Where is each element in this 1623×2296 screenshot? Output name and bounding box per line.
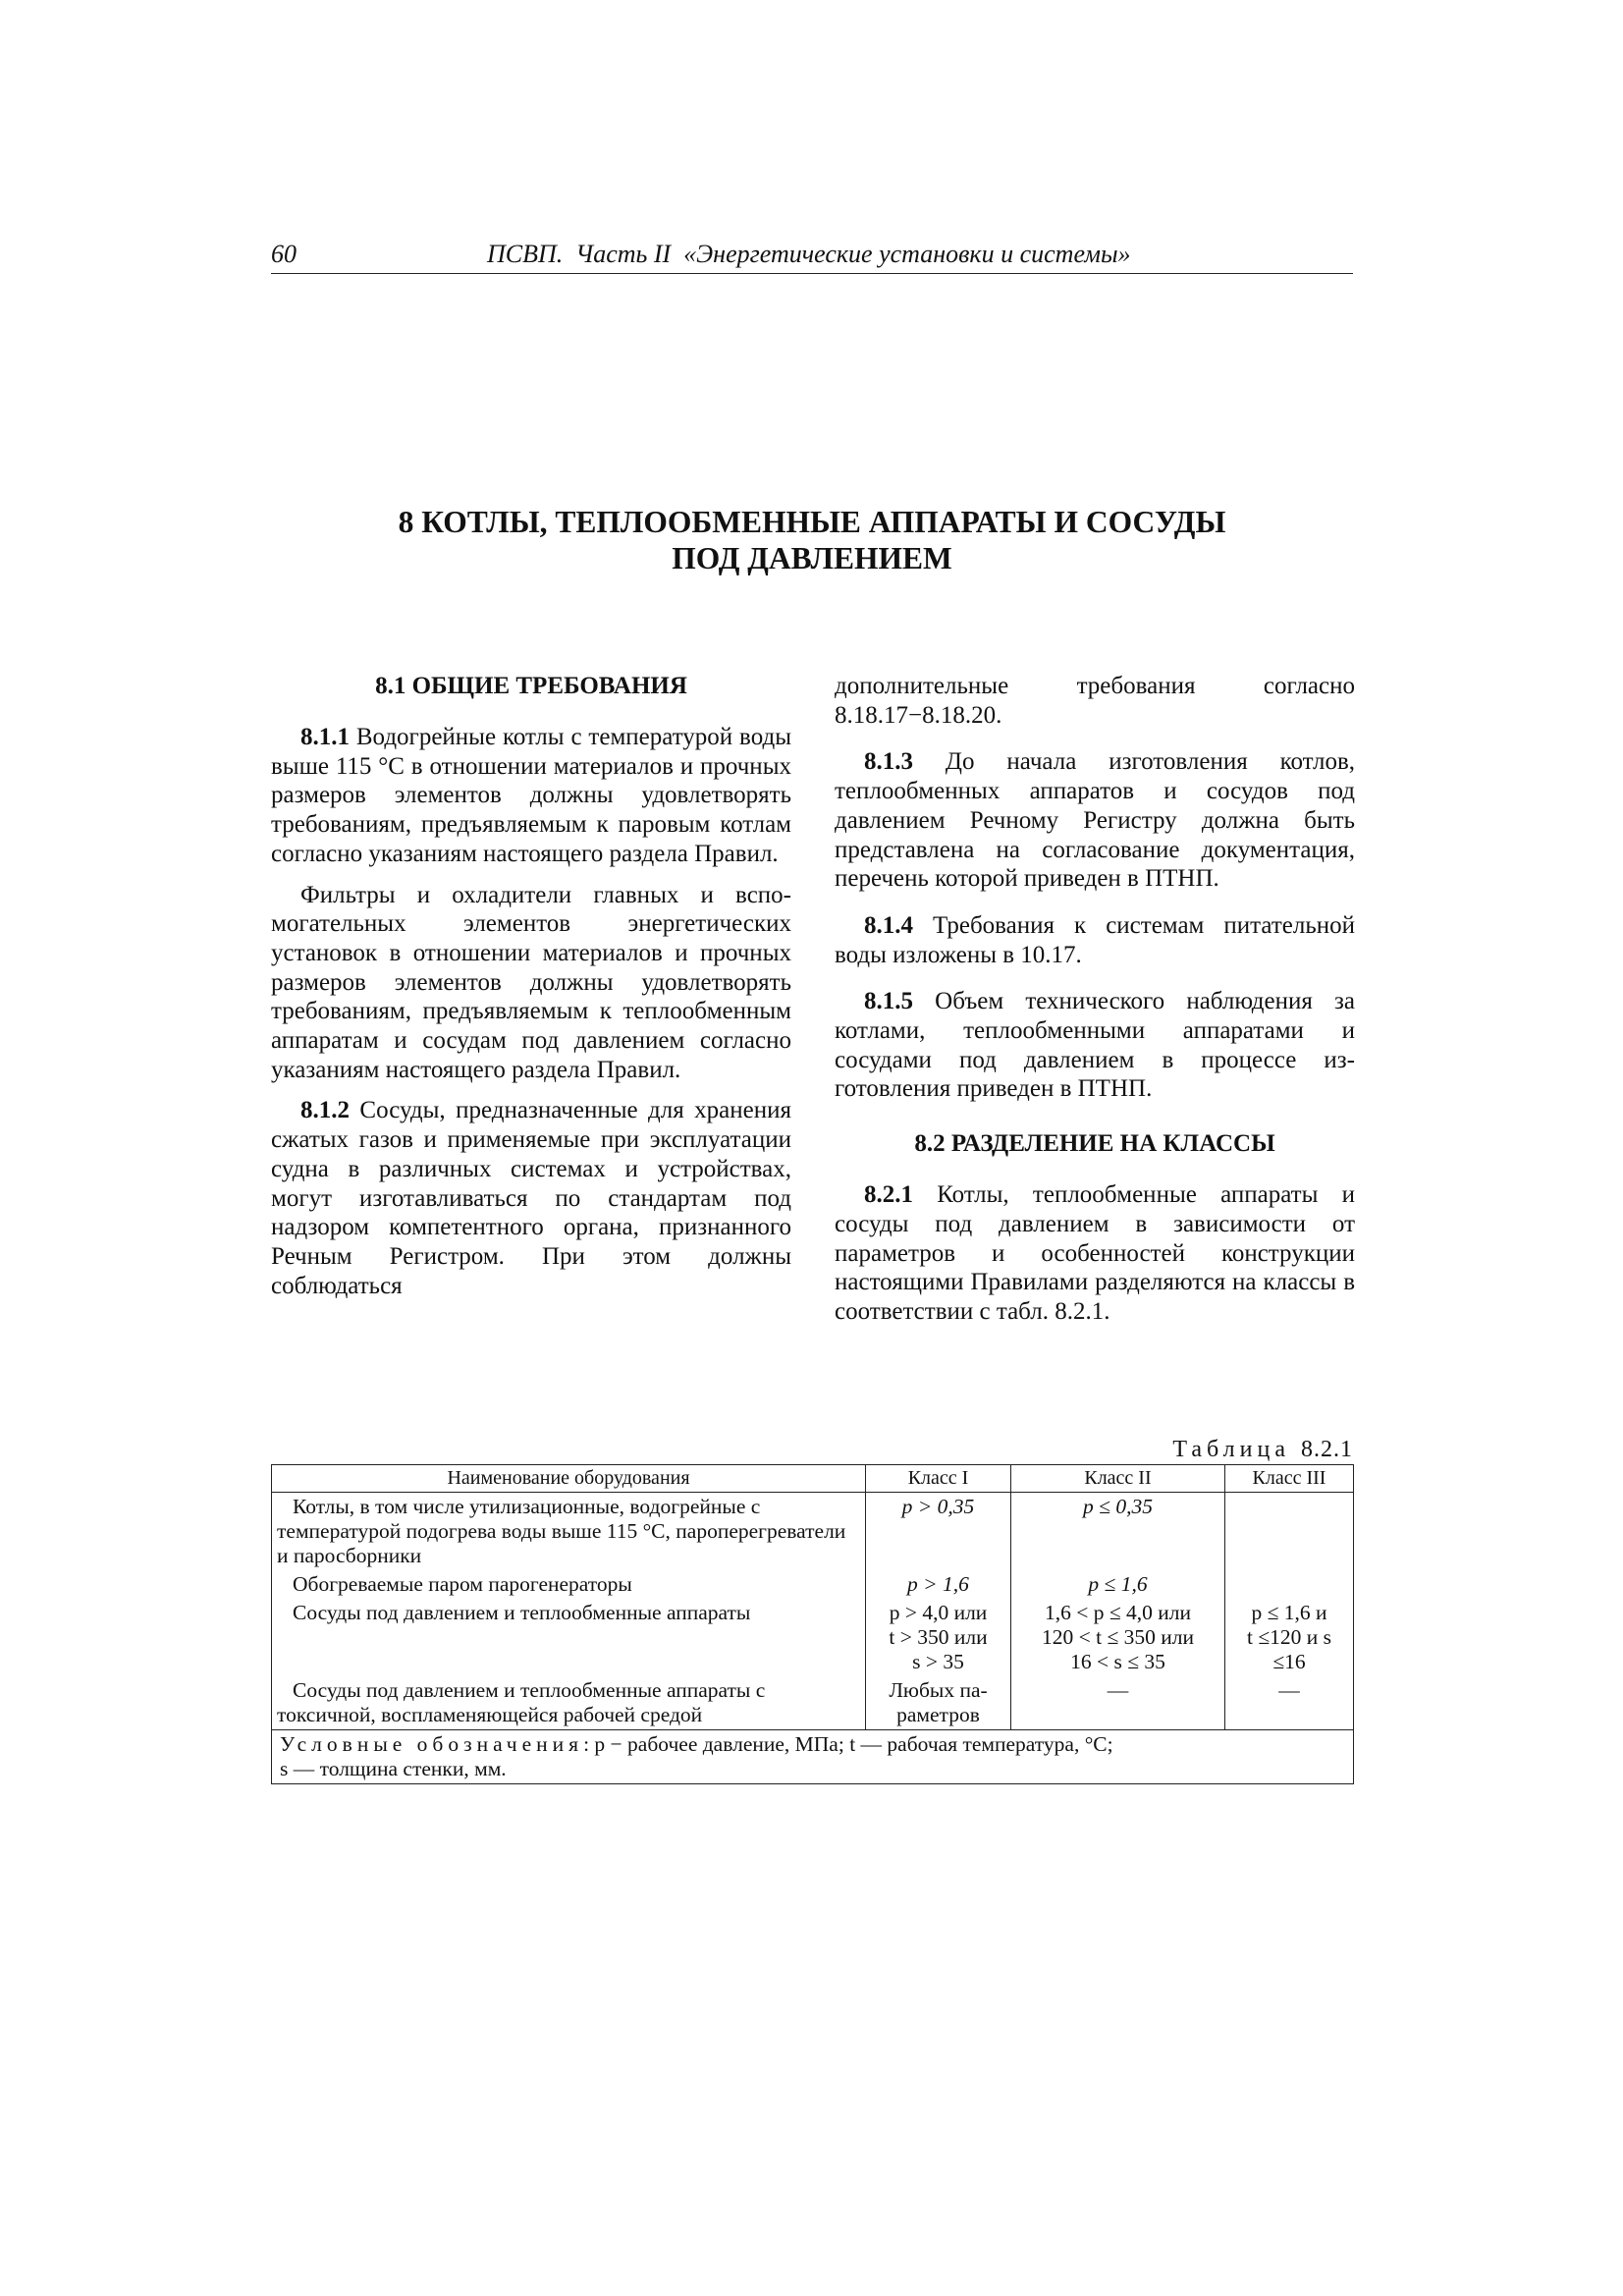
clause-number: 8.1.1 xyxy=(300,724,350,750)
class-2-cell: — xyxy=(1011,1676,1225,1730)
clause-number: 8.1.2 xyxy=(300,1097,350,1124)
paragraph-text: Требования к системам питательной воды изложены в 10.17. xyxy=(835,911,1355,968)
class-2-cell xyxy=(1011,1599,1225,1676)
cell-line: 1,6 < p ≤ 4,0 или xyxy=(1044,1601,1192,1624)
class-3-cell xyxy=(1225,1570,1354,1599)
table-row xyxy=(272,1599,1354,1676)
table-row xyxy=(272,1676,1354,1730)
paragraph-8-1-1-filters: Фильтры и охладители главных и вспомогательных элементов энергетических установок в отношении материалов и прочных размеров элементов должны удовлетворять требованиям, предъявляемым к теплообменным аппаратам и сосудам под давлением согласно указаниям настоящего раздела Правил. xyxy=(271,881,791,1083)
cell-line: p > 4,0 или xyxy=(889,1601,988,1624)
class-1-cell xyxy=(866,1493,1011,1571)
paragraph-8-1-5 xyxy=(835,987,1355,1104)
class-2-cell xyxy=(1011,1570,1225,1599)
header-class-2: Класс II xyxy=(1011,1465,1225,1493)
header-equipment: Наименование оборудования xyxy=(272,1465,866,1493)
class-2-cell xyxy=(1011,1493,1225,1571)
header-class-3: Класс III xyxy=(1225,1465,1354,1493)
paragraph-8-1-1 xyxy=(271,723,791,869)
cell-line: t ≤120 и s xyxy=(1246,1625,1332,1649)
table-caption xyxy=(271,1436,1353,1463)
chapter-title-line-1: 8 КОТЛЫ, ТЕПЛООБМЕННЫЕ АППАРАТЫ И СОСУДЫ xyxy=(398,505,1226,539)
legend-line-2: s — толщина стенки, мм. xyxy=(280,1757,507,1780)
table-row xyxy=(272,1493,1354,1571)
paragraph-text: До начала изготовления котлов, теплообменных аппаратов и сосудов под давлением Речному Регистру должна быть представлена на согласование документация, перечень которой приведен в ПТНП. xyxy=(835,748,1355,893)
section-heading-8-2: 8.2 РАЗДЕЛЕНИЕ НА КЛАССЫ xyxy=(914,1130,1275,1158)
equipment-name: Котлы, в том числе утилизационные, водогрейные с температурой подогрева воды выше 115 °С, пароперегреватели и паросборники xyxy=(272,1493,866,1571)
classification-table xyxy=(271,1464,1354,1784)
legend-text-1: : p − рабочее давление, МПа; t — рабочая температура, °С; xyxy=(583,1732,1113,1756)
cell-line: ≤16 xyxy=(1272,1650,1306,1673)
paragraph-8-1-2-continued: дополнительные требования согласно 8.18.17−8.18.20. xyxy=(835,673,1355,729)
cell-value: p > 0,35 xyxy=(901,1495,975,1518)
running-header xyxy=(271,240,1353,274)
class-1-cell xyxy=(866,1599,1011,1676)
cell-line: t > 350 или xyxy=(889,1625,988,1649)
equipment-name: Сосуды под давлением и теплообменные аппараты с токсичной, воспламеняющейся рабочей средой xyxy=(272,1676,866,1730)
class-3-cell: — xyxy=(1225,1676,1354,1730)
paragraph-8-2-1 xyxy=(835,1180,1355,1327)
section-heading-8-1: 8.1 ОБЩИЕ ТРЕБОВАНИЯ xyxy=(375,673,687,699)
paragraph-text: Объем технического наблюдения за котлами, теплообменными аппаратами и сосудами под давлением в процессе изготовления приведен в ПТНП. xyxy=(835,988,1355,1103)
table-caption-number: 8.2.1 xyxy=(1301,1437,1353,1462)
paragraph-8-1-4 xyxy=(835,911,1355,969)
cell-value: p ≤ 0,35 xyxy=(1083,1495,1153,1518)
page-number: 60 xyxy=(271,240,297,268)
table-row xyxy=(272,1570,1354,1599)
paragraph-8-1-3 xyxy=(835,747,1355,894)
class-3-cell xyxy=(1225,1599,1354,1676)
clause-number: 8.1.5 xyxy=(864,988,913,1015)
table-caption-word: Таблица xyxy=(1172,1437,1290,1462)
clause-number: 8.2.1 xyxy=(864,1181,913,1209)
equipment-name: Обогреваемые паром парогенераторы xyxy=(272,1570,866,1599)
table-legend xyxy=(272,1730,1354,1784)
table-legend-row xyxy=(272,1730,1354,1784)
equipment-name: Сосуды под давлением и теплообменные аппараты xyxy=(272,1599,866,1676)
class-3-cell xyxy=(1225,1493,1354,1571)
clause-number: 8.1.4 xyxy=(864,911,913,939)
running-title: ПСВП. Часть II «Энергетические установки и системы» xyxy=(487,240,1131,268)
paragraph-text: Водогрейные котлы с температурой воды выше 115 °С в отношении материалов и прочных размеров элементов должны удовлетворять требованиям, предъявляемым к паровым котлам согласно указаниям настоящего раздела Правил. xyxy=(271,724,791,867)
paragraph-text: Сосуды, предназначенные для хранения сжатых газов и применяемые при эксплуатации судна в различных системах и устройствах, могут изготавливаться по стандартам под надзором компетентного органа, признанного Речным Регистром. При этом должны соблюдаться xyxy=(271,1097,791,1299)
chapter-title-line-2: ПОД ДАВЛЕНИЕМ xyxy=(672,541,952,575)
left-column xyxy=(271,672,791,1312)
header-class-1: Класс I xyxy=(866,1465,1011,1493)
class-1-cell: Любых параметров xyxy=(866,1676,1011,1730)
cell-value: p ≤ 1,6 xyxy=(1088,1572,1148,1596)
paragraph-8-1-2 xyxy=(271,1096,791,1300)
cell-line: p ≤ 1,6 и xyxy=(1251,1601,1327,1624)
table-header-row xyxy=(272,1465,1354,1493)
cell-value: p > 1,6 xyxy=(907,1572,969,1596)
cell-line: 120 < t ≤ 350 или xyxy=(1041,1625,1194,1649)
clause-number: 8.1.3 xyxy=(864,748,913,776)
class-1-cell xyxy=(866,1570,1011,1599)
legend-line-1 xyxy=(280,1732,1345,1757)
cell-line: s > 35 xyxy=(912,1650,964,1673)
cell-line: 16 < s ≤ 35 xyxy=(1070,1650,1165,1673)
paragraph-text: Котлы, теплообменные аппараты и сосуды под давлением в зависимости от параметров и особенностей конструкции настоящими Правилами разделяются на классы в соответствии с табл. 8.2.1. xyxy=(835,1181,1355,1325)
chapter-title xyxy=(271,504,1353,576)
right-column xyxy=(835,672,1355,1339)
legend-label: Условные обозначения xyxy=(280,1732,584,1756)
